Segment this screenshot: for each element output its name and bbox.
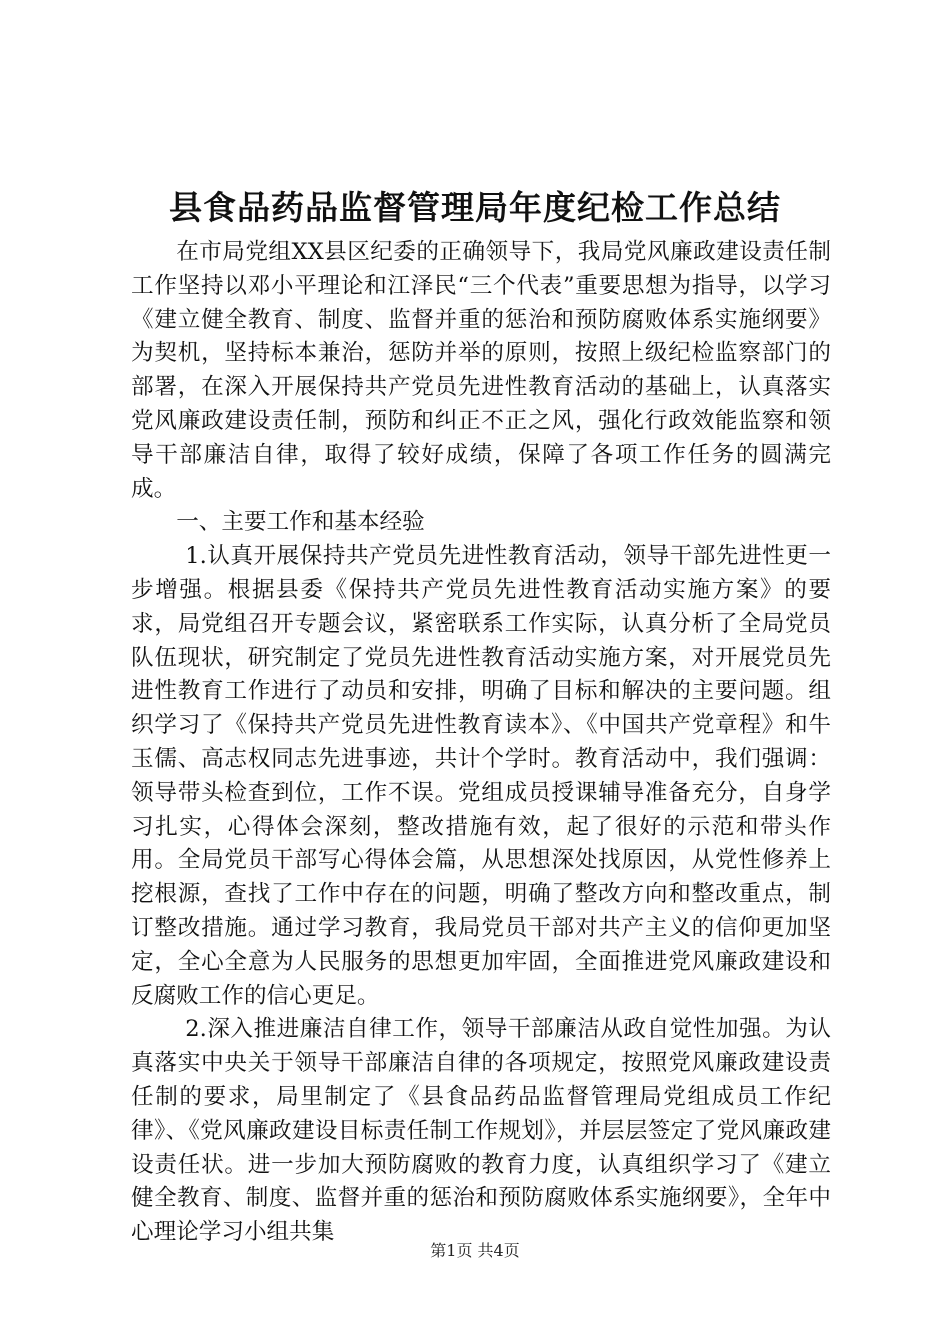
item-1-paragraph: 1.认真开展保持共产党员先进性教育活动，领导干部先进性更一步增强。根据县委《保持共产党员先进性教育活动实施方案》的要求，局党组召开专题会议，紧密联系工作实际，认真分析了全局党员队伍现状，研究制定了党员先进性教育活动实施方案，对开展党员先进性教育工作进行了动员和安排，明确了目标和解决的主要问题。组织学习了《保持共产党员先进性教育读本》、《中国共产党章程》和牛玉儒、高志权同志先进事迹，共计个学时。教育活动中，我们强调：领导带头检查到位，工作不误。党组成员授课辅导准备充分，自身学习扎实，心得体会深刻，整改措施有效，起了很好的示范和带头作用。全局党员干部写心得体会篇，从思想深处找原因，从党性修养上挖根源，查找了工作中存在的问题，明确了整改方向和整改重点，制订整改措施。通过学习教育，我局党员干部对共产主义的信仰更加坚定，全心全意为人民服务的思想更加牢固，全面推进党风廉政建设和反腐败工作的信心更足。 — [131, 543, 831, 1009]
section-heading: 一、主要工作和基本经验 — [176, 509, 425, 536]
page-indicator: 第1页 共4页 — [430, 1241, 520, 1260]
intro-paragraph: 在市局党组XX县区纪委的正确领导下，我局党风廉政建设责任制工作坚持以邓小平理论和江泽民“三个代表”重要思想为指导，以学习《建立健全教育、制度、监督并重的惩治和预防腐败体系实施纲要》为契机，坚持标本兼治，惩防并举的原则，按照上级纪检监察部门的部署，在深入开展保持共产党员先进性教育活动的基础上，认真落实党风廉政建设责任制，预防和纠正不正之风，强化行政效能监察和领导干部廉洁自律，取得了较好成绩，保障了各项工作任务的圆满完成。 — [131, 239, 831, 502]
document-title: 县食品药品监督管理局年度纪检工作总结 — [169, 188, 781, 227]
document-body — [131, 236, 831, 1250]
item-2-paragraph: 2.深入推进廉洁自律工作，领导干部廉洁从政自觉性加强。为认真落实中央关于领导干部廉洁自律的各项规定，按照党风廉政建设责任制的要求，局里制定了《县食品药品监督管理局党组成员工作纪律》、《党风廉政建设目标责任制工作规划》，并层层签定了党风廉政建设责任状。进一步加大预防腐败的教育力度，认真组织学习了《建立健全教育、制度、监督并重的惩治和预防腐败体系实施纲要》，全年中心理论学习小组共集 — [131, 1016, 831, 1246]
